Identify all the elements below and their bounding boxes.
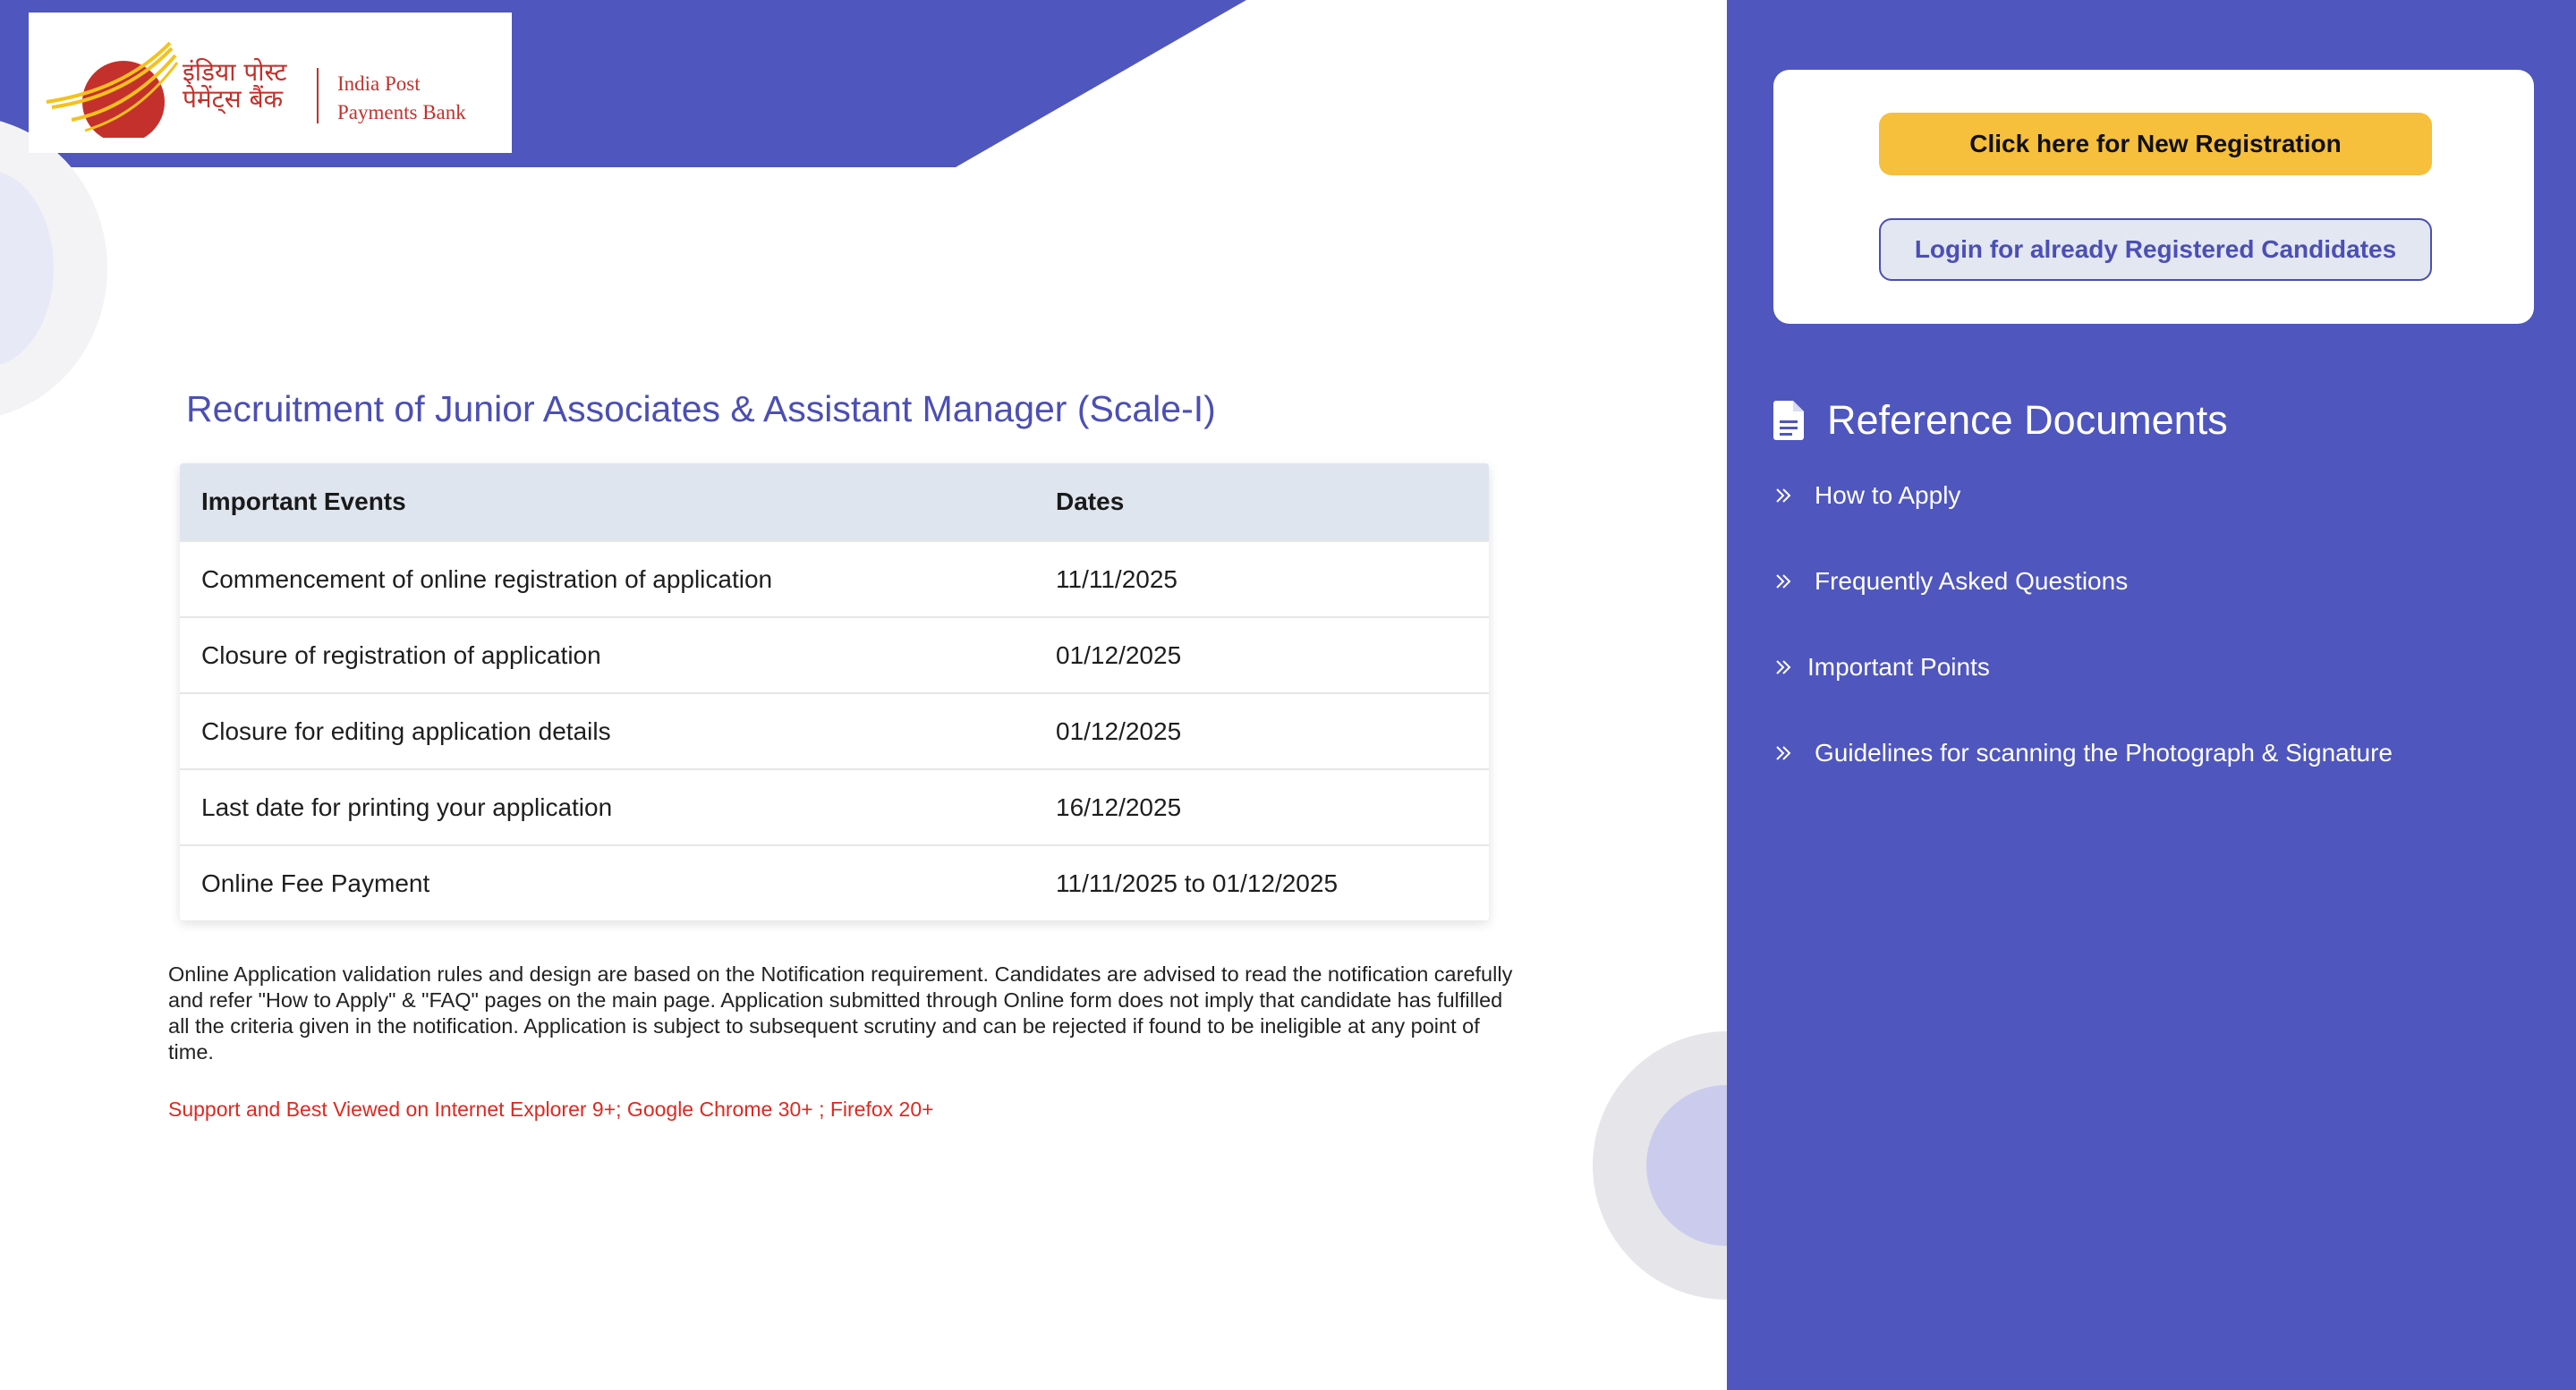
double-chevron-right-icon [1773, 657, 1795, 678]
table-row [180, 693, 1489, 769]
date-cell: 01/12/2025 [1036, 617, 1489, 693]
logo-hindi-line1: इंडिया पोस्ट [183, 57, 287, 87]
browser-support-note: Support and Best Viewed on Internet Explorer 9+; Google Chrome 30+ ; Firefox 20+ [168, 1098, 934, 1121]
link-label: Guidelines for scanning the Photograph & Signature [1815, 739, 2393, 767]
double-chevron-right-icon [1773, 571, 1795, 592]
table-row [180, 541, 1489, 617]
link-faq[interactable] [1773, 567, 2128, 596]
logo-hindi-line2: पेमेंट्स बैंक [183, 84, 284, 114]
document-icon [1773, 401, 1804, 440]
date-cell: 16/12/2025 [1036, 769, 1489, 845]
double-chevron-right-icon [1773, 742, 1795, 764]
date-cell: 01/12/2025 [1036, 693, 1489, 769]
logo-english-line2: Payments Bank [337, 101, 466, 123]
ippb-logo[interactable] [29, 13, 512, 153]
table-header-row [180, 463, 1489, 541]
right-sidebar [1727, 0, 2576, 1390]
link-label: How to Apply [1815, 481, 1961, 509]
date-cell: 11/11/2025 to 01/12/2025 [1036, 845, 1489, 920]
link-how-to-apply[interactable] [1773, 481, 1960, 510]
link-label: Important Points [1807, 653, 1990, 681]
registration-card [1773, 70, 2534, 324]
logo-english-text [337, 70, 466, 127]
table-row [180, 617, 1489, 693]
column-header-dates: Dates [1036, 463, 1489, 541]
reference-documents-heading [1773, 394, 2228, 447]
logo-english-line1: India Post [337, 72, 421, 95]
reference-documents-title: Reference Documents [1827, 397, 2228, 443]
new-registration-button[interactable]: Click here for New Registration [1879, 113, 2432, 175]
important-events-table [180, 463, 1489, 920]
validation-note: Online Application validation rules and design are based on the Notification requirement. Candidates are advised to read the notification carefully and refer "How to Apply" & "FAQ" pages on the main page. Application submitted through Online form does not imply that candidate has fulfilled all the criteria given in the notification. Application is subject to subsequent scrutiny and can be rejected if found to be ineligible at any point of time. [168, 962, 1513, 1064]
link-important-points[interactable] [1773, 653, 1990, 682]
login-button[interactable]: Login for already Registered Candidates [1879, 218, 2432, 281]
table-row [180, 845, 1489, 920]
event-cell: Commencement of online registration of application [180, 541, 1036, 617]
event-cell: Online Fee Payment [180, 845, 1036, 920]
link-scanning-guidelines[interactable] [1773, 739, 2393, 767]
ippb-emblem-icon [45, 30, 179, 138]
event-cell: Last date for printing your application [180, 769, 1036, 845]
link-label: Frequently Asked Questions [1815, 567, 2129, 595]
column-header-events: Important Events [180, 463, 1036, 541]
logo-divider [317, 68, 319, 123]
logo-hindi-text [183, 59, 287, 113]
date-cell: 11/11/2025 [1036, 541, 1489, 617]
double-chevron-right-icon [1773, 485, 1795, 506]
table-row [180, 769, 1489, 845]
event-cell: Closure for editing application details [180, 693, 1036, 769]
event-cell: Closure of registration of application [180, 617, 1036, 693]
page-title: Recruitment of Junior Associates & Assistant Manager (Scale-I) [186, 388, 1216, 429]
